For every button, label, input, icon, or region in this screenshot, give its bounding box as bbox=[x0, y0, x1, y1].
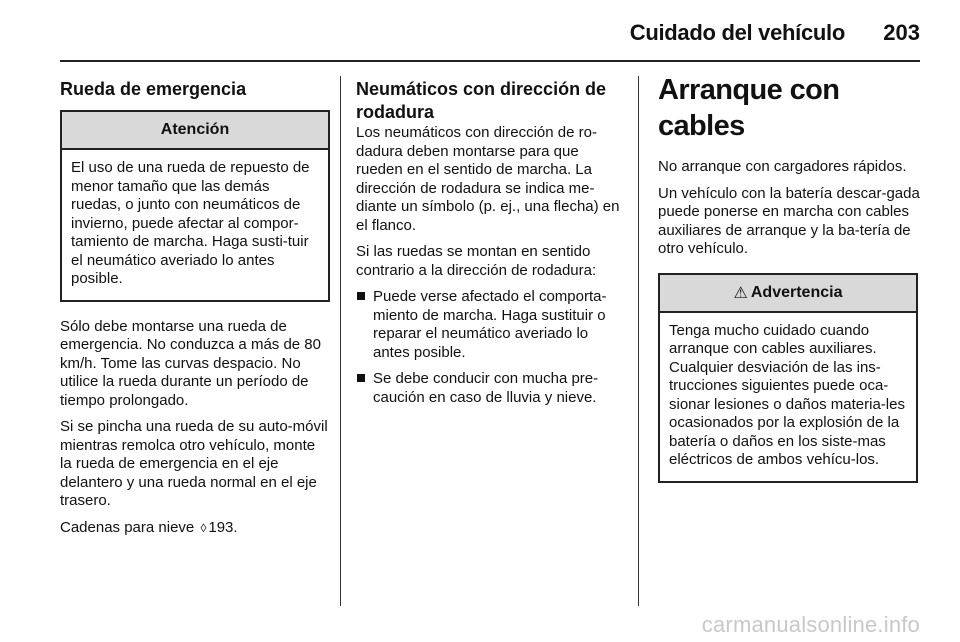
arrow-reference-icon: ◊ bbox=[200, 520, 207, 535]
warning-box-header bbox=[660, 275, 916, 313]
watermark: carmanualsonline.info bbox=[701, 612, 920, 637]
caution-box-header: Atención bbox=[62, 112, 328, 150]
caution-text: El uso de una rueda de repuesto de menor tamaño que las demás ruedas, o junto con neumáticos de invierno, puede afectar al compor-tamiento de marcha. Haga susti-tuir el neumático averiado lo antes posible. bbox=[71, 159, 310, 287]
column-divider-1 bbox=[340, 76, 341, 606]
list-item bbox=[356, 288, 626, 362]
warning-box bbox=[658, 273, 918, 483]
paragraph: Un vehículo con la batería descar-gada puede ponerse en marcha con cables auxiliares de arranque y la ba-tería de otro vehículo. bbox=[658, 184, 920, 257]
bullet-square-icon bbox=[357, 374, 365, 382]
header-rule bbox=[60, 60, 920, 62]
crossref-snow-chains[interactable] bbox=[60, 519, 330, 538]
paragraph: Sólo debe montarse una rueda de emergencia. No conduzca a más de 80 km/h. Tome las curvas despacio. No utilice la rueda durante un período de tiempo prolongado. bbox=[60, 317, 321, 409]
list-item-text: Puede verse afectado el comporta-miento de marcha. Haga sustituir o reparar el neumático averiado lo antes posible. bbox=[373, 288, 607, 361]
warning-triangle-icon: ⚠ bbox=[733, 284, 748, 302]
paragraph: No arranque con cargadores rápidos. bbox=[658, 158, 907, 175]
section-heading-jump-starting: Arranque con cables bbox=[658, 74, 840, 142]
list-item-text: Se debe conducir con mucha pre-caución en caso de lluvia y nieve. bbox=[373, 370, 599, 406]
warning-label: Advertencia bbox=[750, 283, 843, 301]
section-heading-directional-tyres: Neumáticos con dirección de rodadura bbox=[356, 79, 607, 122]
crossref-page: 193. bbox=[208, 518, 238, 536]
paragraph: Los neumáticos con dirección de ro-dadura deben montarse para que rueden en el sentido de marcha. La dirección de rodadura se indica me-diante un símbolo (p. ej., una flecha) en el flanco. bbox=[356, 124, 620, 234]
bullet-square-icon bbox=[357, 292, 365, 300]
column-jump-starting bbox=[658, 72, 928, 499]
paragraph: Si se pincha una rueda de su auto-móvil mientras remolca otro vehículo, monte la rueda de emergencia en el eje delantero y una rueda normal en el eje trasero. bbox=[60, 418, 328, 509]
column-divider-2 bbox=[638, 76, 639, 606]
column-spare-wheel bbox=[60, 72, 330, 545]
bullet-list bbox=[356, 288, 626, 407]
page-number: 203 bbox=[883, 20, 920, 45]
caution-box bbox=[60, 110, 330, 302]
crossref-text: Cadenas para nieve bbox=[60, 518, 195, 536]
warning-text: Tenga mucho cuidado cuando arranque con cables auxiliares. Cualquier desviación de las ins-trucciones siguientes puede oca-sionar lesiones o daños materia-les ocasionados por la explosión de la batería o daños en los siste-mas eléctricos de ambos vehícu-los. bbox=[669, 321, 905, 468]
list-item bbox=[356, 370, 626, 407]
section-heading-spare-wheel: Rueda de emergencia bbox=[60, 79, 247, 99]
running-header-title: Cuidado del vehículo bbox=[629, 20, 845, 45]
warning-box-body bbox=[660, 313, 916, 481]
paragraph: Si las ruedas se montan en sentido contrario a la dirección de rodadura: bbox=[356, 243, 597, 279]
column-directional-tyres bbox=[356, 72, 626, 415]
caution-box-body bbox=[62, 150, 328, 300]
